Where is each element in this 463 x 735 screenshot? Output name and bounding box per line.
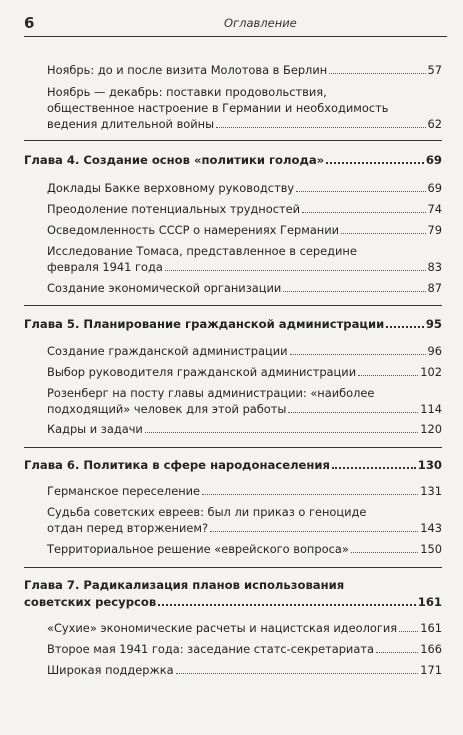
chapter-page: 95 (425, 317, 442, 331)
toc-entry-title: отдан перед вторжением? (47, 521, 209, 535)
chapter-title: Глава 5. Планирование гражданской администрации (24, 317, 385, 331)
toc-entry-page: 131 (420, 484, 442, 498)
toc-entry[interactable] (47, 483, 442, 499)
dot-leader (358, 375, 418, 376)
toc-entry-title: Осведомленность СССР о намерениях Германии (47, 223, 340, 237)
dot-leader (351, 552, 418, 553)
toc-entry[interactable] (47, 421, 442, 437)
toc-entry-page: 79 (427, 223, 442, 237)
toc-entry[interactable] (47, 62, 442, 78)
toc-entry-page: 62 (427, 117, 442, 131)
dot-leader (288, 412, 418, 413)
toc-entry[interactable] (47, 343, 442, 359)
toc-entry-title: Ноябрь: до и после визита Молотова в Берлин (47, 63, 328, 77)
toc-entry-page: 171 (420, 663, 442, 677)
toc-entry-page: 96 (427, 344, 442, 358)
toc-entry-line[interactable]: Ноябрь — декабрь: поставки продовольствия, (47, 85, 327, 99)
dot-leader (329, 73, 425, 74)
toc-entry-title: Доклады Бакке верховному руководству (47, 181, 295, 195)
section-rule (24, 447, 442, 448)
running-head: Оглавление (224, 16, 297, 30)
toc-entry[interactable] (47, 180, 442, 196)
toc-entry-title: Создание экономической организации (47, 281, 282, 295)
toc-entry-title: Второе мая 1941 года: заседание статс-секретариата (47, 642, 374, 656)
chapter-page: 130 (417, 458, 442, 472)
toc-entry-title: Создание гражданской администрации (47, 344, 288, 358)
chapter-title-line[interactable]: Глава 7. Радикализация планов использования (24, 578, 345, 592)
toc-entry[interactable] (47, 541, 442, 557)
section-rule (24, 305, 442, 306)
toc-entry-page: 87 (427, 281, 442, 295)
dot-leader (296, 191, 425, 192)
dot-leader (376, 652, 418, 653)
dot-leader (210, 531, 418, 532)
toc-entry[interactable] (47, 259, 442, 275)
toc-entry-line[interactable]: Судьба советских евреев: был ли приказ о геноциде (47, 505, 367, 519)
toc-entry[interactable] (47, 222, 442, 238)
toc-entry-page: 120 (420, 422, 442, 436)
toc-entry-line[interactable]: Исследование Томаса, представленное в середине (47, 244, 357, 258)
toc-entry[interactable] (47, 662, 442, 678)
toc-entry-page: 161 (420, 621, 442, 635)
dot-leader (290, 354, 426, 355)
toc-entry-page: 150 (420, 542, 442, 556)
dot-leader (326, 162, 424, 164)
dot-leader (165, 270, 426, 271)
chapter-title: Глава 6. Политика в сфере народонаселения (24, 458, 331, 472)
dot-leader (332, 467, 416, 469)
toc-entry-title: подходящий» человек для этой работы (47, 402, 287, 416)
toc-entry[interactable] (47, 620, 442, 636)
toc-entry-page: 114 (420, 402, 442, 416)
chapter-title: Глава 4. Создание основ «политики голода» (24, 153, 325, 167)
dot-leader (145, 432, 418, 433)
toc-entry-title: Кадры и задачи (47, 422, 143, 436)
toc-entry[interactable] (47, 520, 442, 536)
toc-chapter-6[interactable] (24, 457, 442, 473)
dot-leader (341, 233, 425, 234)
toc-entry[interactable] (47, 364, 442, 380)
section-rule (24, 140, 442, 141)
dot-leader (202, 494, 418, 495)
toc-entry[interactable] (47, 401, 442, 417)
toc-entry-title: Выбор руководителя гражданской администрации (47, 365, 357, 379)
dot-leader (176, 673, 419, 674)
page-number: 6 (24, 14, 35, 32)
dot-leader (283, 291, 425, 292)
toc-entry-page: 57 (427, 63, 442, 77)
toc-entry-title: «Сухие» экономические расчеты и нацистская идеология (47, 621, 398, 635)
section-rule (24, 567, 442, 568)
dot-leader (399, 631, 418, 632)
toc-entry-page: 74 (427, 202, 442, 216)
toc-entry-title: Территориальное решение «еврейского вопроса» (47, 542, 349, 556)
dot-leader (216, 127, 425, 128)
toc-entry-page: 69 (427, 181, 442, 195)
toc-entry-page: 83 (427, 260, 442, 274)
toc-entry-title: февраля 1941 года (47, 260, 163, 274)
toc-entry-title: Широкая поддержка (47, 663, 174, 677)
toc-chapter-5[interactable] (24, 316, 442, 332)
toc-entry-page: 166 (420, 642, 442, 656)
toc-entry-title: Преодоление потенциальных трудностей (47, 202, 301, 216)
dot-leader (386, 326, 424, 328)
toc-entry[interactable] (47, 280, 442, 296)
toc-entry-title: Германское переселение (47, 484, 201, 498)
toc-entry-line[interactable]: Розенберг на посту главы администрации: «наиболее (47, 386, 375, 400)
toc-entry[interactable] (47, 641, 442, 657)
chapter-page: 161 (417, 595, 442, 609)
toc-chapter-4[interactable] (24, 152, 442, 168)
toc-entry[interactable] (47, 201, 442, 217)
toc-entry-line[interactable]: общественное настроение в Германии и необходимость (47, 101, 389, 115)
dot-leader (158, 604, 416, 606)
chapter-title: советских ресурсов (24, 595, 157, 609)
dot-leader (302, 212, 425, 213)
toc-entry-page: 102 (420, 365, 442, 379)
chapter-page: 69 (425, 153, 442, 167)
toc-entry[interactable] (47, 116, 442, 132)
toc-entry-page: 143 (420, 521, 442, 535)
toc-entry-title: ведения длительной войны (47, 117, 215, 131)
toc-chapter-7[interactable] (24, 594, 442, 610)
